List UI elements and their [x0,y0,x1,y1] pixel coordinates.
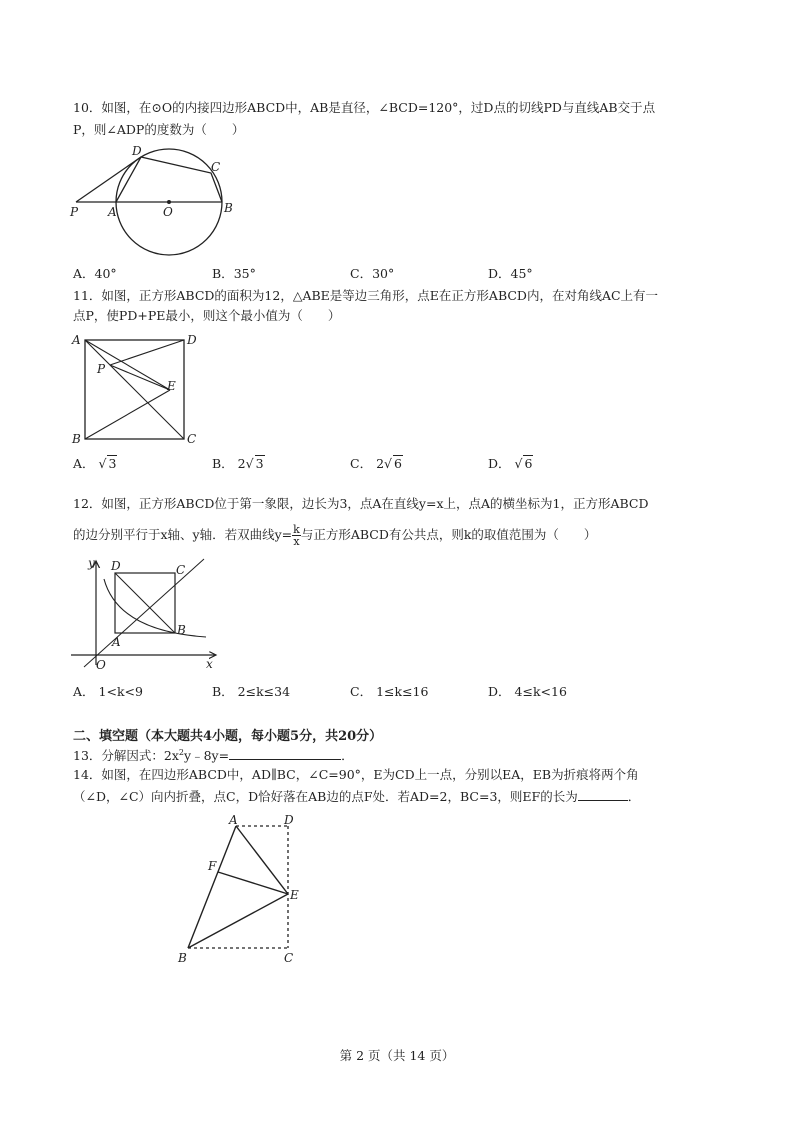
q11-label-D: D [187,333,197,347]
q11-figure [66,330,216,450]
q12-stem-line2: 的边分别平行于x轴、y轴．若双曲线y= $\frac{k}{x}$ 与正方形ABCD有公共点，则k的取值范围为（ ） [73,523,597,548]
q10-label-P: P [70,205,79,219]
q10-option-d[interactable]: D．45° [488,266,533,281]
q10-figure [64,140,264,270]
q12-hyperbola [104,579,206,637]
q14-label-A: A [229,813,238,827]
q13-answer-blank[interactable] [229,747,341,760]
q14-label-C: C [284,951,294,965]
q12-label-O: O [96,658,106,672]
q11-line-PE [110,365,170,390]
q12-figure [66,553,226,673]
q12-option-d[interactable]: D． 4≤k<16 [488,684,567,699]
q12-label-D: D [111,559,121,573]
q11-label-B: B [72,432,81,446]
q11-label-E: E [167,379,176,393]
q11-option-a[interactable]: A． √ 3 [73,456,117,471]
q11-stem-line2: 点P，使PD+PE最小，则这个最小值为（ ） [73,308,341,323]
q12-line-y-eq-x [84,559,204,667]
q13-stem: 13．分解因式：$2x^2y﹣8y=$ ． [73,748,354,764]
q11-line-PD [110,340,184,365]
q12-label-y: y [88,556,95,570]
q14-line-BE [188,894,288,948]
q14-line-FE [218,872,288,894]
q11-option-c[interactable]: C． 2√ 6 [350,456,402,471]
q10-option-c[interactable]: C．30° [350,266,395,281]
q11-label-P: P [97,362,106,376]
q10-label-D: D [132,144,142,158]
q12-option-a[interactable]: A． 1<k<9 [73,684,143,699]
q12-label-B: B [177,623,186,637]
q14-stem-line2: （∠D，∠C）向内折叠，点C，D恰好落在AB边的点F处．若AD=2，BC=3，则EF的长为 ． [73,789,641,804]
q12-label-x: x [206,657,213,671]
q14-answer-blank[interactable] [578,788,628,801]
q12-label-A: A [112,635,121,649]
q12-option-b[interactable]: B． 2≤k≤34 [212,684,291,699]
q10-option-b[interactable]: B．35° [212,266,256,281]
q11-option-b[interactable]: B． 2√ 3 [212,456,264,471]
q10-label-C: C [211,160,221,174]
q11-line-BE [85,390,170,439]
q10-label-A: A [108,205,117,219]
q10-label-B: B [224,201,233,215]
page-footer: 第 2 页（共 14 页） [339,1048,455,1063]
q14-stem-line1: 14．如图，在四边形ABCD中，AD∥BC，∠C=90°，E为CD上一点，分别以EA，EB为折痕将两个角 [73,767,639,782]
q10-stem-line1: 10．如图，在⊙O的内接四边形ABCD中，AB是直径，∠BCD=120°，过D点的切线PD与直线AB交于点 [73,100,656,115]
q12-stem-line1: 12．如图，正方形ABCD位于第一象限，边长为3，点A在直线y=x上，点A的横坐标为1，正方形ABCD [73,496,649,511]
q12-fraction: $\frac{k}{x}$ [293,523,300,548]
q14-label-B: B [178,951,187,965]
q14-line-AB [188,826,236,948]
section-heading: 二、填空题（本大题共4小题，每小题5分，共20分） [73,729,383,744]
q14-label-E: E [290,888,299,902]
q11-label-C: C [187,432,197,446]
q11-label-A: A [72,333,81,347]
q12-option-c[interactable]: C． 1≤k≤16 [350,684,429,699]
q10-label-O: O [163,205,173,219]
q10-tangent-PD [76,157,141,202]
q11-stem-line1: 11．如图，正方形ABCD的面积为12，△ABE是等边三角形，点E在正方形ABCD内，在对角线AC上有一 [73,288,659,303]
q14-figure [170,812,320,972]
q14-label-D: D [284,813,294,827]
q14-line-AE [236,826,288,894]
q12-label-C: C [176,563,186,577]
q10-stem-line2: P，则∠ADP的度数为（ ） [73,122,245,137]
q11-option-d[interactable]: D． √ 6 [488,456,533,471]
q10-center-dot [167,200,171,204]
q14-label-F: F [208,859,217,873]
q10-option-a[interactable]: A．40° [73,266,117,281]
